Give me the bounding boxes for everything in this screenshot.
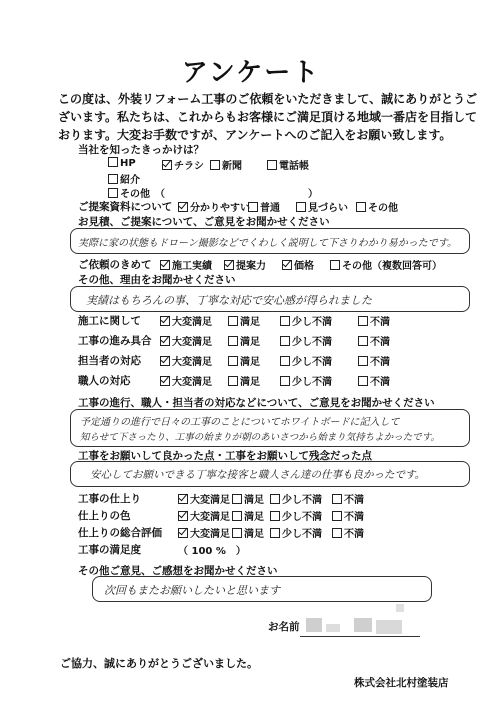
checkbox-checked[interactable] [162,160,172,170]
rating2-0-dissatisfied[interactable]: 不満 [332,491,364,506]
opt-flyer[interactable]: チラシ [162,157,204,172]
rating1-1-satisfied[interactable]: 満足 [228,333,260,348]
checkbox[interactable] [332,528,342,538]
checkbox[interactable] [356,202,366,212]
checkbox[interactable] [210,160,220,170]
checkbox[interactable] [280,316,290,326]
rating1-0-satisfied[interactable]: 満足 [228,313,260,328]
opt-hard[interactable]: 見づらい [296,199,348,214]
other-close-paren: ） [308,189,318,200]
company-name: 株式会社北村塗装店 [354,677,449,689]
rating1-1-very-satisfied[interactable]: 大変満足 [160,333,212,348]
q-progress-label: 工事の進行、職人・担当者の対応などについて、ご意見をお聞かせください [78,397,435,409]
checkbox-checked[interactable] [178,528,188,538]
checkbox[interactable] [330,260,340,270]
q-good-label: 工事をお願いして良かった点・工事をお願いして残念だった点 [78,450,372,462]
rating2-2-satisfied[interactable]: 満足 [232,525,264,540]
checkbox-checked[interactable] [178,494,188,504]
checkbox[interactable] [232,494,242,504]
rating-label-construction: 施工に関して [78,315,141,327]
rating-label-finish: 工事の仕上り [78,493,141,505]
rating1-2-very-satisfied[interactable]: 大変満足 [160,353,212,368]
checkbox-checked[interactable] [178,202,188,212]
checkbox[interactable] [228,336,238,346]
opt-easy[interactable]: 分かりやすい [178,199,250,214]
opt-decision-other[interactable]: その他（複数回答可） [330,257,442,272]
opt-referral[interactable]: 紹介 [108,171,140,186]
other-answer: 次回もまたお願いしたいと思います [104,584,280,597]
q-other-label: その他ご意見、ご感想をお聞かせください [78,565,278,577]
estimate-answer: 実際に家の状態もドローン撮影などでくわしく説明して下さりわかり易かったです。 [78,238,457,249]
name-underline [300,636,420,637]
checkbox[interactable] [296,202,306,212]
checkbox[interactable] [267,160,277,170]
name-redaction [354,618,372,632]
rating2-2-dissatisfied[interactable]: 不満 [332,525,364,540]
rating2-0-slightly-dissatisfied[interactable]: 少し不満 [270,491,322,506]
rating1-2-slightly-dissatisfied[interactable]: 少し不満 [280,353,332,368]
rating2-1-slightly-dissatisfied[interactable]: 少し不満 [270,508,322,523]
checkbox-checked[interactable] [160,316,170,326]
q-source-label: 当社を知ったきっかけは？ [78,144,204,156]
checkbox-checked[interactable] [160,336,170,346]
opt-track-record[interactable]: 施工実績 [160,257,212,272]
checkbox[interactable] [280,356,290,366]
satisfaction-label: 工事の満足度 [78,544,141,556]
rating-label-overall: 仕上りの総合評価 [78,527,162,539]
checkbox[interactable] [228,376,238,386]
rating-label-staff: 担当者の対応 [78,355,141,367]
rating1-3-satisfied[interactable]: 満足 [228,373,260,388]
checkbox-checked[interactable] [178,511,188,521]
rating1-2-dissatisfied[interactable]: 不満 [358,353,390,368]
opt-other[interactable]: その他 （ [108,185,165,200]
checkbox[interactable] [280,376,290,386]
rating-label-craftsman: 職人の対応 [78,375,131,387]
opt-proposal-power[interactable]: 提案力 [224,257,266,272]
checkbox[interactable] [228,316,238,326]
rating1-3-slightly-dissatisfied[interactable]: 少し不満 [280,373,332,388]
rating1-3-dissatisfied[interactable]: 不満 [358,373,390,388]
good-answer: 安心してお願いできる丁寧な接客と職人さん達の仕事も良かったです。 [90,469,426,481]
intro-text: この度は、外装リフォーム工事のご依頼をいただきまして、誠にありがとうございます。私たちは、これからもお客様にご満足頂ける地域一番店を目指しております。大変お手数ですが、アンケートへのご記入をお願い致します。 [58,92,478,142]
rating2-0-satisfied[interactable]: 満足 [232,491,264,506]
opt-hp[interactable]: HP [108,157,136,169]
name-redaction [306,618,322,632]
rating-label-progress: 工事の進み具合 [78,335,152,347]
opt-normal[interactable]: 普通 [248,199,280,214]
opt-proposal-other[interactable]: その他 [356,199,398,214]
q-decision-label: ご依頼のきめて [78,259,152,271]
progress-answer-line2: 知らせて下さったり、工事の始まりが朝のあいさつから始まり気持ちよかったです。 [80,432,440,443]
checkbox-checked[interactable] [282,260,292,270]
q-proposal-label: ご提案資料について [78,201,173,213]
checkbox[interactable] [108,174,118,184]
progress-answer-line1: 予定通りの進行で日々の工事のことについてホワイトボードに記入して [80,417,400,428]
rating2-1-very-satisfied[interactable]: 大変満足 [178,508,230,523]
rating1-0-very-satisfied[interactable]: 大変満足 [160,313,212,328]
checkbox-checked[interactable] [160,260,170,270]
checkbox[interactable] [108,188,118,198]
satisfaction-value[interactable]: （ 100 % ） [178,546,246,557]
checkbox[interactable] [228,356,238,366]
checkbox[interactable] [358,356,368,366]
name-redaction [396,604,404,612]
rating1-1-slightly-dissatisfied[interactable]: 少し不満 [280,333,332,348]
rating1-0-slightly-dissatisfied[interactable]: 少し不満 [280,313,332,328]
checkbox[interactable] [270,494,280,504]
rating1-3-very-satisfied[interactable]: 大変満足 [160,373,212,388]
q-estimate-label: お見積、ご提案について、ご意見をお聞かせください [78,216,330,228]
opt-newspaper[interactable]: 新聞 [210,157,242,172]
checkbox[interactable] [332,511,342,521]
checkbox[interactable] [358,376,368,386]
rating2-2-slightly-dissatisfied[interactable]: 少し不満 [270,525,322,540]
rating2-0-very-satisfied[interactable]: 大変満足 [178,491,230,506]
name-label: お名前 [268,621,300,633]
checkbox[interactable] [280,336,290,346]
reason-answer: 実績はもちろんの事、丁寧な対応で安心感が得られました [86,294,372,307]
checkbox-checked[interactable] [160,376,170,386]
rating-label-color: 仕上りの色 [78,510,131,522]
q-reason-label: その他、理由をお聞かせください [78,274,236,286]
checkbox[interactable] [108,157,118,167]
name-redaction [326,624,340,632]
page-title: アンケート [181,58,321,88]
opt-price[interactable]: 価格 [282,257,314,272]
rating1-1-dissatisfied[interactable]: 不満 [358,333,390,348]
checkbox[interactable] [248,202,258,212]
checkbox[interactable] [270,528,280,538]
checkbox-checked[interactable] [160,356,170,366]
name-redaction [376,620,402,634]
rating2-1-satisfied[interactable]: 満足 [232,508,264,523]
checkbox[interactable] [358,316,368,326]
checkbox[interactable] [332,494,342,504]
checkbox[interactable] [358,336,368,346]
checkbox-checked[interactable] [224,260,234,270]
opt-phonebook[interactable]: 電話帳 [267,157,309,172]
rating1-0-dissatisfied[interactable]: 不満 [358,313,390,328]
thanks-text: ご協力、誠にありがとうございました。 [60,657,258,670]
rating2-2-very-satisfied[interactable]: 大変満足 [178,525,230,540]
checkbox[interactable] [232,511,242,521]
checkbox[interactable] [232,528,242,538]
checkbox[interactable] [270,511,280,521]
rating2-1-dissatisfied[interactable]: 不満 [332,508,364,523]
rating1-2-satisfied[interactable]: 満足 [228,353,260,368]
